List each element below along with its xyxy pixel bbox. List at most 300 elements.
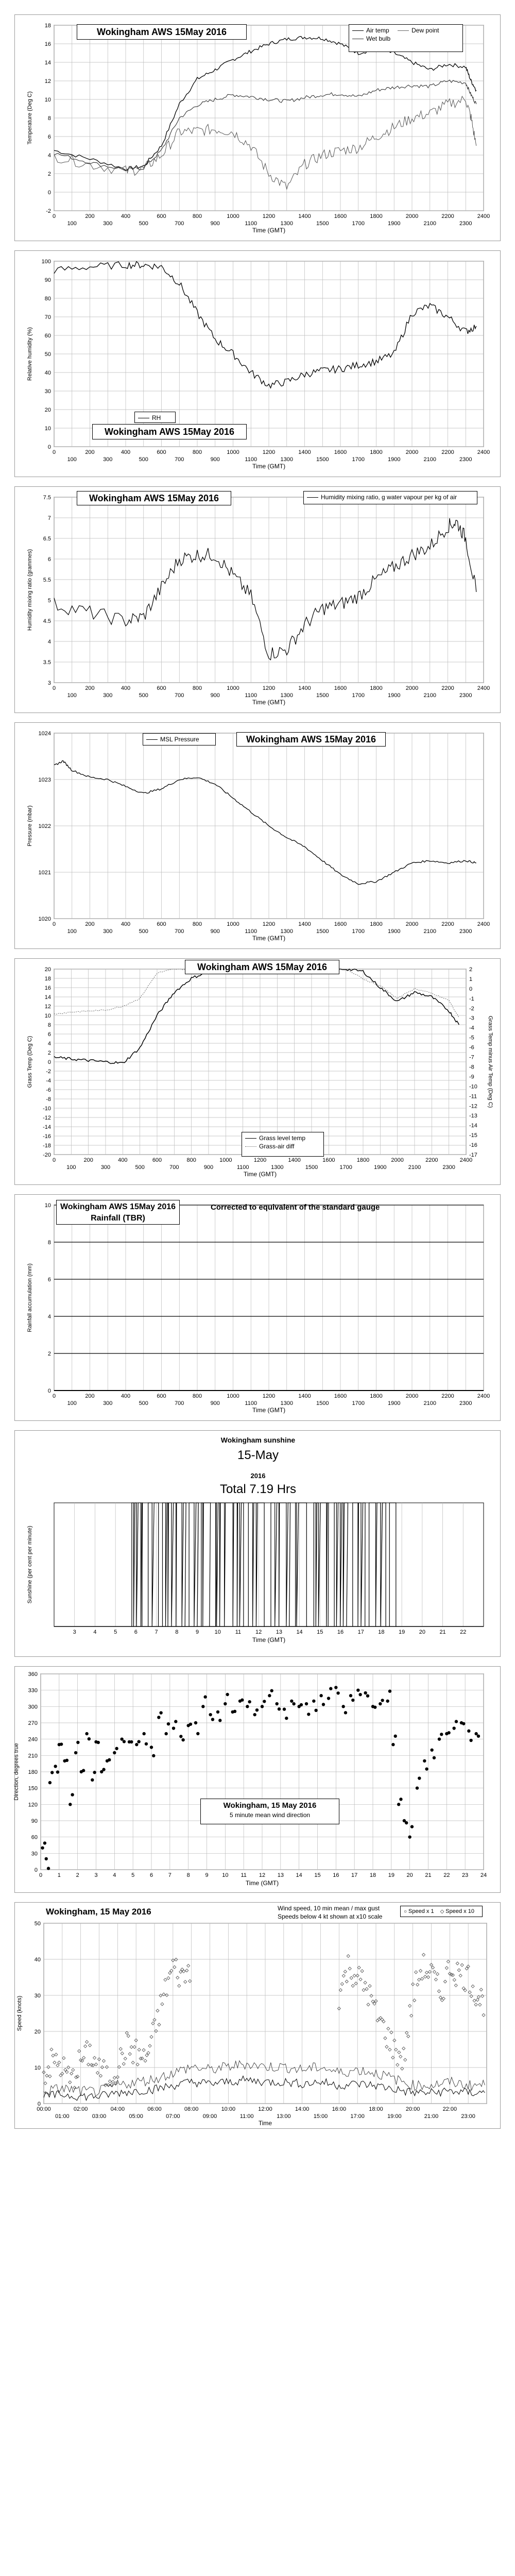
y-axis-label: Humidity mixing ratio (grammes) [27, 549, 33, 631]
x-tick-label: 1700 [352, 692, 365, 699]
x-tick-label: 1000 [227, 213, 239, 219]
legend-msl-pressure [146, 735, 212, 743]
wind-direction-point [275, 1702, 278, 1705]
x-tick-label: 500 [139, 928, 148, 935]
wind-direction-point [45, 1857, 48, 1860]
y-tick-label: -10 [43, 1106, 51, 1112]
x-tick-label: 15 [317, 1629, 323, 1635]
y-axis-label: Relative humidity (%) [27, 327, 33, 381]
x-tick-label: 500 [139, 1400, 148, 1406]
x-tick-label: 4 [113, 1872, 116, 1878]
x-tick-label: 900 [203, 1164, 214, 1171]
wind-direction-point [290, 1700, 293, 1703]
x-tick-label: 1000 [227, 685, 239, 691]
y2-tick-label: -10 [469, 1083, 477, 1090]
x-tick-label: 9 [205, 1872, 209, 1878]
y-tick-label: 2 [47, 1351, 51, 1357]
x-tick-label: 600 [152, 1157, 162, 1163]
x-tick-label: 1300 [280, 456, 293, 463]
x-tick-label: 13 [277, 1872, 284, 1878]
x-axis-label: Time (GMT) [252, 227, 286, 234]
sunshine-chart-panel [14, 1430, 501, 1657]
x-tick-label: 2200 [441, 685, 454, 691]
pressure-chart-title: Wokingham AWS 15May 2016 [236, 732, 386, 747]
x-tick-label: 14 [296, 1872, 302, 1878]
y-tick-label: 2 [47, 171, 51, 177]
wind-direction-point [283, 1707, 286, 1710]
wind-direction-point [278, 1707, 281, 1710]
x-tick-label: 100 [67, 692, 77, 699]
x-tick-label: 400 [121, 213, 131, 219]
x-tick-label: 1900 [388, 221, 401, 227]
wind-direction-point [386, 1700, 389, 1703]
x-tick-label: 13:00 [277, 2113, 291, 2120]
x-tick-label: 1500 [316, 692, 329, 699]
x-tick-label: 2300 [459, 692, 472, 699]
wind-direction-point [312, 1700, 315, 1703]
wind-direction-point [85, 1732, 88, 1735]
y-tick-label: -2 [46, 208, 51, 214]
x-tick-label: 09:00 [202, 2113, 217, 2120]
y-tick-label: 90 [44, 277, 51, 283]
wind-direction-point [253, 1713, 256, 1716]
wind-direction-point [159, 1711, 162, 1714]
wind-direction-point [167, 1722, 170, 1725]
x-tick-label: 2100 [423, 1400, 436, 1406]
y-tick-label: 6 [47, 1277, 51, 1283]
wind-direction-point [233, 1710, 236, 1713]
y-tick-label: 10 [44, 426, 51, 432]
x-tick-label: 16 [337, 1629, 344, 1635]
wind-direction-point [418, 1776, 421, 1780]
wind-direction-point [388, 1689, 391, 1692]
x-tick-label: 2100 [423, 221, 436, 227]
wind-direction-point [391, 1743, 394, 1746]
x-tick-label: 2000 [405, 449, 419, 455]
x-tick-label: 2200 [441, 921, 454, 927]
x-tick-label: 2300 [459, 221, 472, 227]
x-tick-label: 500 [135, 1164, 145, 1171]
legend-speed-x10-label: Speed x 10 [445, 1908, 474, 1914]
x-tick-label: 800 [186, 1157, 196, 1163]
y-tick-label: 5.5 [43, 577, 51, 583]
x-tick-label: 1600 [334, 213, 347, 219]
wind-direction-point [74, 1751, 77, 1754]
y-tick-label: 14 [44, 60, 51, 66]
wind-direction-point [152, 1754, 155, 1757]
wind-speed-legend [400, 1906, 483, 1917]
y-tick-label: 1024 [38, 731, 51, 737]
wind-direction-point [82, 1769, 85, 1772]
x-tick-label: 2200 [425, 1157, 438, 1163]
x-tick-label: 2400 [459, 1157, 473, 1163]
y2-tick-label: -14 [469, 1123, 477, 1129]
y2-tick-label: -13 [469, 1113, 477, 1120]
wind-direction-point [397, 1803, 400, 1806]
x-tick-label: 600 [157, 449, 166, 455]
x-tick-label: 1400 [298, 921, 311, 927]
y-tick-label: 6 [47, 134, 51, 140]
x-tick-label: 12 [259, 1872, 266, 1878]
x-tick-label: 200 [85, 921, 95, 927]
x-tick-label: 1500 [316, 1400, 329, 1406]
y2-tick-label: -1 [469, 995, 474, 1002]
y-tick-label: 360 [28, 1671, 38, 1677]
y-tick-label: 8 [47, 115, 51, 122]
x-tick-label: 14 [296, 1629, 303, 1635]
y-tick-label: 0 [47, 190, 51, 196]
x-tick-label: 300 [103, 692, 113, 699]
wind-direction-point [408, 1835, 411, 1838]
y2-tick-label: -7 [469, 1054, 474, 1061]
y2-tick-label: -12 [469, 1103, 477, 1110]
wind-direction-point [438, 1737, 441, 1740]
legend-mixing-ratio [307, 493, 474, 501]
x-tick-label: 1 [57, 1872, 61, 1878]
x-tick-label: 2200 [441, 213, 454, 219]
wind-direction-point [108, 1758, 111, 1761]
rh-legend [134, 412, 176, 423]
x-tick-label: 20 [406, 1872, 413, 1878]
x-tick-label: 1000 [219, 1157, 232, 1163]
wind-speed-legend-row [404, 1907, 479, 1916]
legend-msl-pressure-label: MSL Pressure [160, 736, 199, 743]
wind-direction-point [373, 1706, 376, 1709]
x-tick-label: 1700 [352, 221, 365, 227]
wind-direction-point [305, 1702, 308, 1705]
x-tick-label: 00:00 [37, 2106, 51, 2112]
x-tick-label: 17 [357, 1629, 364, 1635]
x-tick-label: 1000 [227, 921, 239, 927]
x-tick-label: 400 [121, 1393, 131, 1399]
x-tick-label: 1600 [322, 1157, 335, 1163]
x-tick-label: 1300 [280, 692, 293, 699]
x-tick-label: 1600 [334, 685, 347, 691]
y-tick-label: 40 [44, 370, 51, 376]
x-tick-label: 900 [210, 456, 220, 463]
wind-direction-point [334, 1686, 337, 1689]
y-tick-label: 0 [47, 1059, 51, 1065]
x-tick-label: 1700 [352, 456, 365, 463]
x-tick-label: 06:00 [147, 2106, 162, 2112]
wind-direction-chart-panel [14, 1666, 501, 1893]
wind-direction-point [241, 1699, 244, 1702]
y-tick-label: 6.5 [43, 536, 51, 542]
x-tick-label: 1400 [298, 213, 311, 219]
y-tick-label: 7.5 [43, 495, 51, 501]
wind-direction-point [423, 1759, 426, 1762]
y-tick-label: -4 [46, 1078, 51, 1084]
x-tick-label: 6 [134, 1629, 138, 1635]
y-tick-label: -2 [46, 1069, 51, 1075]
y2-tick-label: 1 [469, 976, 473, 982]
x-tick-label: 1300 [280, 1400, 293, 1406]
mixing-ratio-chart-title: Wokingham AWS 15May 2016 [77, 491, 231, 505]
y-tick-label: 30 [31, 1851, 38, 1857]
x-tick-label: 19 [388, 1872, 394, 1878]
x-tick-label: 10 [222, 1872, 229, 1878]
y-tick-label: 8 [47, 1022, 51, 1028]
y-tick-label: 1022 [38, 823, 51, 829]
x-tick-label: 500 [139, 692, 148, 699]
wind-direction-point [113, 1751, 116, 1754]
y-tick-label: 70 [44, 314, 51, 320]
wind-direction-point [179, 1735, 182, 1738]
wind-direction-subtitle: 5 minute mean wind direction [229, 1811, 311, 1819]
x-tick-label: 2300 [459, 456, 472, 463]
wind-direction-point [60, 1742, 63, 1745]
y-tick-label: 90 [31, 1818, 38, 1824]
y-tick-label: 50 [44, 351, 51, 358]
grass-legend [242, 1132, 324, 1157]
legend-air-temp-swatch [352, 30, 364, 31]
legend-speed-x1-marker: ○ [404, 1908, 407, 1914]
y-tick-label: 8 [47, 1240, 51, 1246]
wind-speed-chart-panel [14, 1902, 501, 2129]
x-tick-label: 5 [114, 1629, 117, 1635]
y-tick-label: -16 [43, 1133, 51, 1140]
wind-direction-point [203, 1696, 207, 1699]
y-tick-label: 1021 [38, 870, 51, 876]
y-tick-label: 1023 [38, 777, 51, 783]
y-tick-label: 330 [28, 1687, 38, 1694]
x-tick-label: 11:00 [239, 2113, 254, 2120]
y2-tick-label: 2 [469, 967, 473, 973]
y2-tick-label: -17 [469, 1152, 477, 1158]
y-axis-label: Sunshine (per cent per minute) [27, 1526, 33, 1604]
wind-direction-point [65, 1759, 68, 1762]
x-tick-label: 800 [192, 1393, 202, 1399]
wind-direction-point [270, 1689, 273, 1692]
x-tick-label: 1100 [245, 928, 258, 935]
wind-direction-point [218, 1719, 221, 1722]
x-tick-label: 2400 [477, 1393, 490, 1399]
wind-direction-point [41, 1846, 44, 1850]
wind-direction-point [356, 1688, 359, 1691]
legend-grass-air [245, 1142, 320, 1150]
x-tick-label: 200 [85, 1393, 95, 1399]
y-tick-label: 50 [34, 1921, 41, 1927]
wind-direction-point [97, 1741, 100, 1744]
x-tick-label: 1800 [370, 921, 383, 927]
x-tick-label: 1800 [370, 449, 383, 455]
x-tick-label: 2000 [405, 685, 419, 691]
x-tick-label: 1900 [388, 692, 401, 699]
y-tick-label: -20 [43, 1152, 51, 1158]
y2-tick-label: -5 [469, 1035, 474, 1041]
x-tick-label: 15:00 [313, 2113, 328, 2120]
x-tick-label: 1900 [388, 928, 401, 935]
y-tick-label: 2 [47, 1050, 51, 1056]
x-tick-label: 1800 [370, 685, 383, 691]
temperature-chart-title: Wokingham AWS 15May 2016 [77, 24, 247, 40]
x-tick-label: 15 [314, 1872, 321, 1878]
x-tick-label: 100 [66, 1164, 76, 1171]
x-tick-label: 7 [154, 1629, 158, 1635]
rainfall-chart [15, 1195, 501, 1421]
x-tick-label: 21:00 [424, 2113, 439, 2120]
y-tick-label: 10 [34, 2065, 41, 2071]
wind-direction-point [327, 1697, 330, 1700]
wind-direction-point [364, 1691, 367, 1694]
x-tick-label: 1600 [334, 449, 347, 455]
wind-direction-point [314, 1709, 317, 1712]
sunshine-title: Wokingham sunshine [220, 1436, 296, 1444]
x-tick-label: 1800 [370, 213, 383, 219]
x-tick-label: 8 [186, 1872, 190, 1878]
wind-direction-point [216, 1710, 219, 1714]
x-tick-label: 19:00 [387, 2113, 402, 2120]
y-tick-label: 60 [31, 1834, 38, 1841]
wind-direction-point [425, 1767, 428, 1770]
x-tick-label: 0 [39, 1872, 43, 1878]
x-tick-label: 18:00 [369, 2106, 383, 2112]
wind-direction-point [474, 1732, 477, 1735]
legend-grass-level [245, 1134, 320, 1142]
x-tick-label: 500 [139, 221, 148, 227]
rainfall-chart-title: Wokingham AWS 15May 2016 Rainfall (TBR) [56, 1200, 180, 1225]
y-axis-label: Grass Temp (Deg C) [27, 1036, 33, 1088]
x-tick-label: 300 [103, 221, 113, 227]
wind-direction-point [341, 1705, 345, 1708]
wind-direction-point [322, 1703, 325, 1706]
x-tick-label: 7 [168, 1872, 171, 1878]
x-tick-label: 300 [100, 1164, 111, 1171]
x-tick-label: 2300 [442, 1164, 455, 1171]
humidity-chart [15, 251, 501, 478]
x-tick-label: 02:00 [73, 2106, 88, 2112]
x-tick-label: 10:00 [221, 2106, 236, 2112]
y-tick-label: 6 [47, 556, 51, 563]
x-tick-label: 1900 [388, 456, 401, 463]
x-tick-label: 2100 [423, 692, 436, 699]
y-tick-label: 5 [47, 598, 51, 604]
wind-direction-point [292, 1702, 295, 1705]
x-tick-label: 2100 [408, 1164, 421, 1171]
x-tick-label: 23 [462, 1872, 469, 1878]
y-tick-label: 18 [44, 23, 51, 29]
wind-direction-point [172, 1726, 175, 1730]
x-tick-label: 1100 [245, 221, 258, 227]
x-tick-label: 400 [121, 449, 131, 455]
x-tick-label: 1200 [253, 1157, 267, 1163]
y-tick-label: 270 [28, 1720, 38, 1726]
x-tick-label: 07:00 [166, 2113, 180, 2120]
x-tick-label: 300 [103, 1400, 113, 1406]
wind-direction-point [54, 1765, 57, 1768]
wind-direction-point [115, 1747, 118, 1750]
y-tick-label: 80 [44, 296, 51, 302]
x-tick-label: 18 [369, 1872, 376, 1878]
y-tick-label: 0 [47, 1388, 51, 1394]
y-tick-label: 3 [47, 680, 51, 686]
y2-tick-label: -3 [469, 1015, 474, 1022]
x-tick-label: 100 [67, 928, 77, 935]
y-axis-label: Direction, degrees true [13, 1743, 20, 1801]
x-tick-label: 2400 [477, 921, 490, 927]
x-tick-label: 500 [139, 456, 148, 463]
x-tick-label: 11 [235, 1629, 242, 1635]
x-tick-label: 2100 [423, 928, 436, 935]
y-tick-label: -14 [43, 1124, 51, 1130]
x-tick-label: 22:00 [442, 2106, 457, 2112]
wind-direction-point [433, 1756, 436, 1759]
x-tick-label: 01:00 [55, 2113, 70, 2120]
x-tick-label: 1900 [388, 1400, 401, 1406]
x-tick-label: 1500 [316, 928, 329, 935]
x-tick-label: 0 [52, 449, 56, 455]
wind-direction-point [366, 1694, 369, 1697]
x-tick-label: 2100 [423, 456, 436, 463]
x-tick-label: 2000 [405, 1393, 419, 1399]
legend-rh [138, 414, 172, 422]
wind-direction-point [344, 1711, 347, 1714]
y-tick-label: 16 [44, 41, 51, 47]
y2-tick-label: -2 [469, 1005, 474, 1012]
x-tick-label: 900 [210, 221, 220, 227]
legend-mixing-ratio-label: Humidity mixing ratio, g water vapour per kg of air [321, 494, 457, 501]
sunshine-year: 2016 [250, 1472, 266, 1480]
humidity-chart-title: Wokingham AWS 15May 2016 [92, 424, 247, 439]
y-tick-label: 10 [44, 97, 51, 103]
y-axis-label: Pressure (mbar) [27, 805, 33, 846]
x-tick-label: 17 [351, 1872, 358, 1878]
legend-dew-point [398, 26, 439, 35]
wind-direction-point [56, 1770, 59, 1773]
wind-direction-point [123, 1740, 126, 1743]
wind-direction-point [336, 1691, 339, 1694]
wind-direction-point [263, 1700, 266, 1703]
legend-speed-x10-marker: ◇ [440, 1908, 444, 1914]
y-tick-label: 3.5 [43, 659, 51, 666]
y-tick-label: 7 [47, 515, 51, 521]
x-tick-label: 800 [192, 449, 202, 455]
legend-mixing-ratio-swatch [307, 497, 318, 498]
x-tick-label: 2400 [477, 685, 490, 691]
y2-tick-label: -8 [469, 1064, 474, 1071]
x-tick-label: 2200 [441, 1393, 454, 1399]
x-tick-label: 1700 [352, 1400, 365, 1406]
wind-direction-point [135, 1743, 138, 1746]
x-tick-label: 0 [52, 213, 56, 219]
x-tick-label: 400 [118, 1157, 128, 1163]
x-tick-label: 600 [157, 685, 166, 691]
x-axis-label: Time (GMT) [252, 463, 286, 470]
wind-direction-point [462, 1722, 465, 1725]
wind-direction-point [447, 1731, 450, 1734]
x-tick-label: 1500 [316, 221, 329, 227]
x-tick-label: 1400 [298, 685, 311, 691]
wind-direction-point [405, 1821, 408, 1824]
x-tick-label: 2400 [477, 213, 490, 219]
wind-direction-title: Wokingham, 15 May 2016 [223, 1801, 317, 1810]
wind-direction-point [255, 1708, 259, 1711]
y-tick-label: 0 [34, 1867, 38, 1873]
y-tick-label: 10 [44, 1202, 51, 1209]
x-tick-label: 23:00 [461, 2113, 475, 2120]
x-tick-label: 1600 [334, 921, 347, 927]
wind-direction-point [88, 1737, 91, 1740]
x-tick-label: 800 [192, 213, 202, 219]
x-tick-label: 1600 [334, 1393, 347, 1399]
wind-direction-point [394, 1735, 397, 1738]
x-tick-label: 1400 [288, 1157, 301, 1163]
y-tick-label: -8 [46, 1096, 51, 1103]
x-tick-label: 700 [175, 692, 184, 699]
x-tick-label: 03:00 [92, 2113, 107, 2120]
wind-direction-title-box [200, 1799, 339, 1824]
x-tick-label: 08:00 [184, 2106, 199, 2112]
